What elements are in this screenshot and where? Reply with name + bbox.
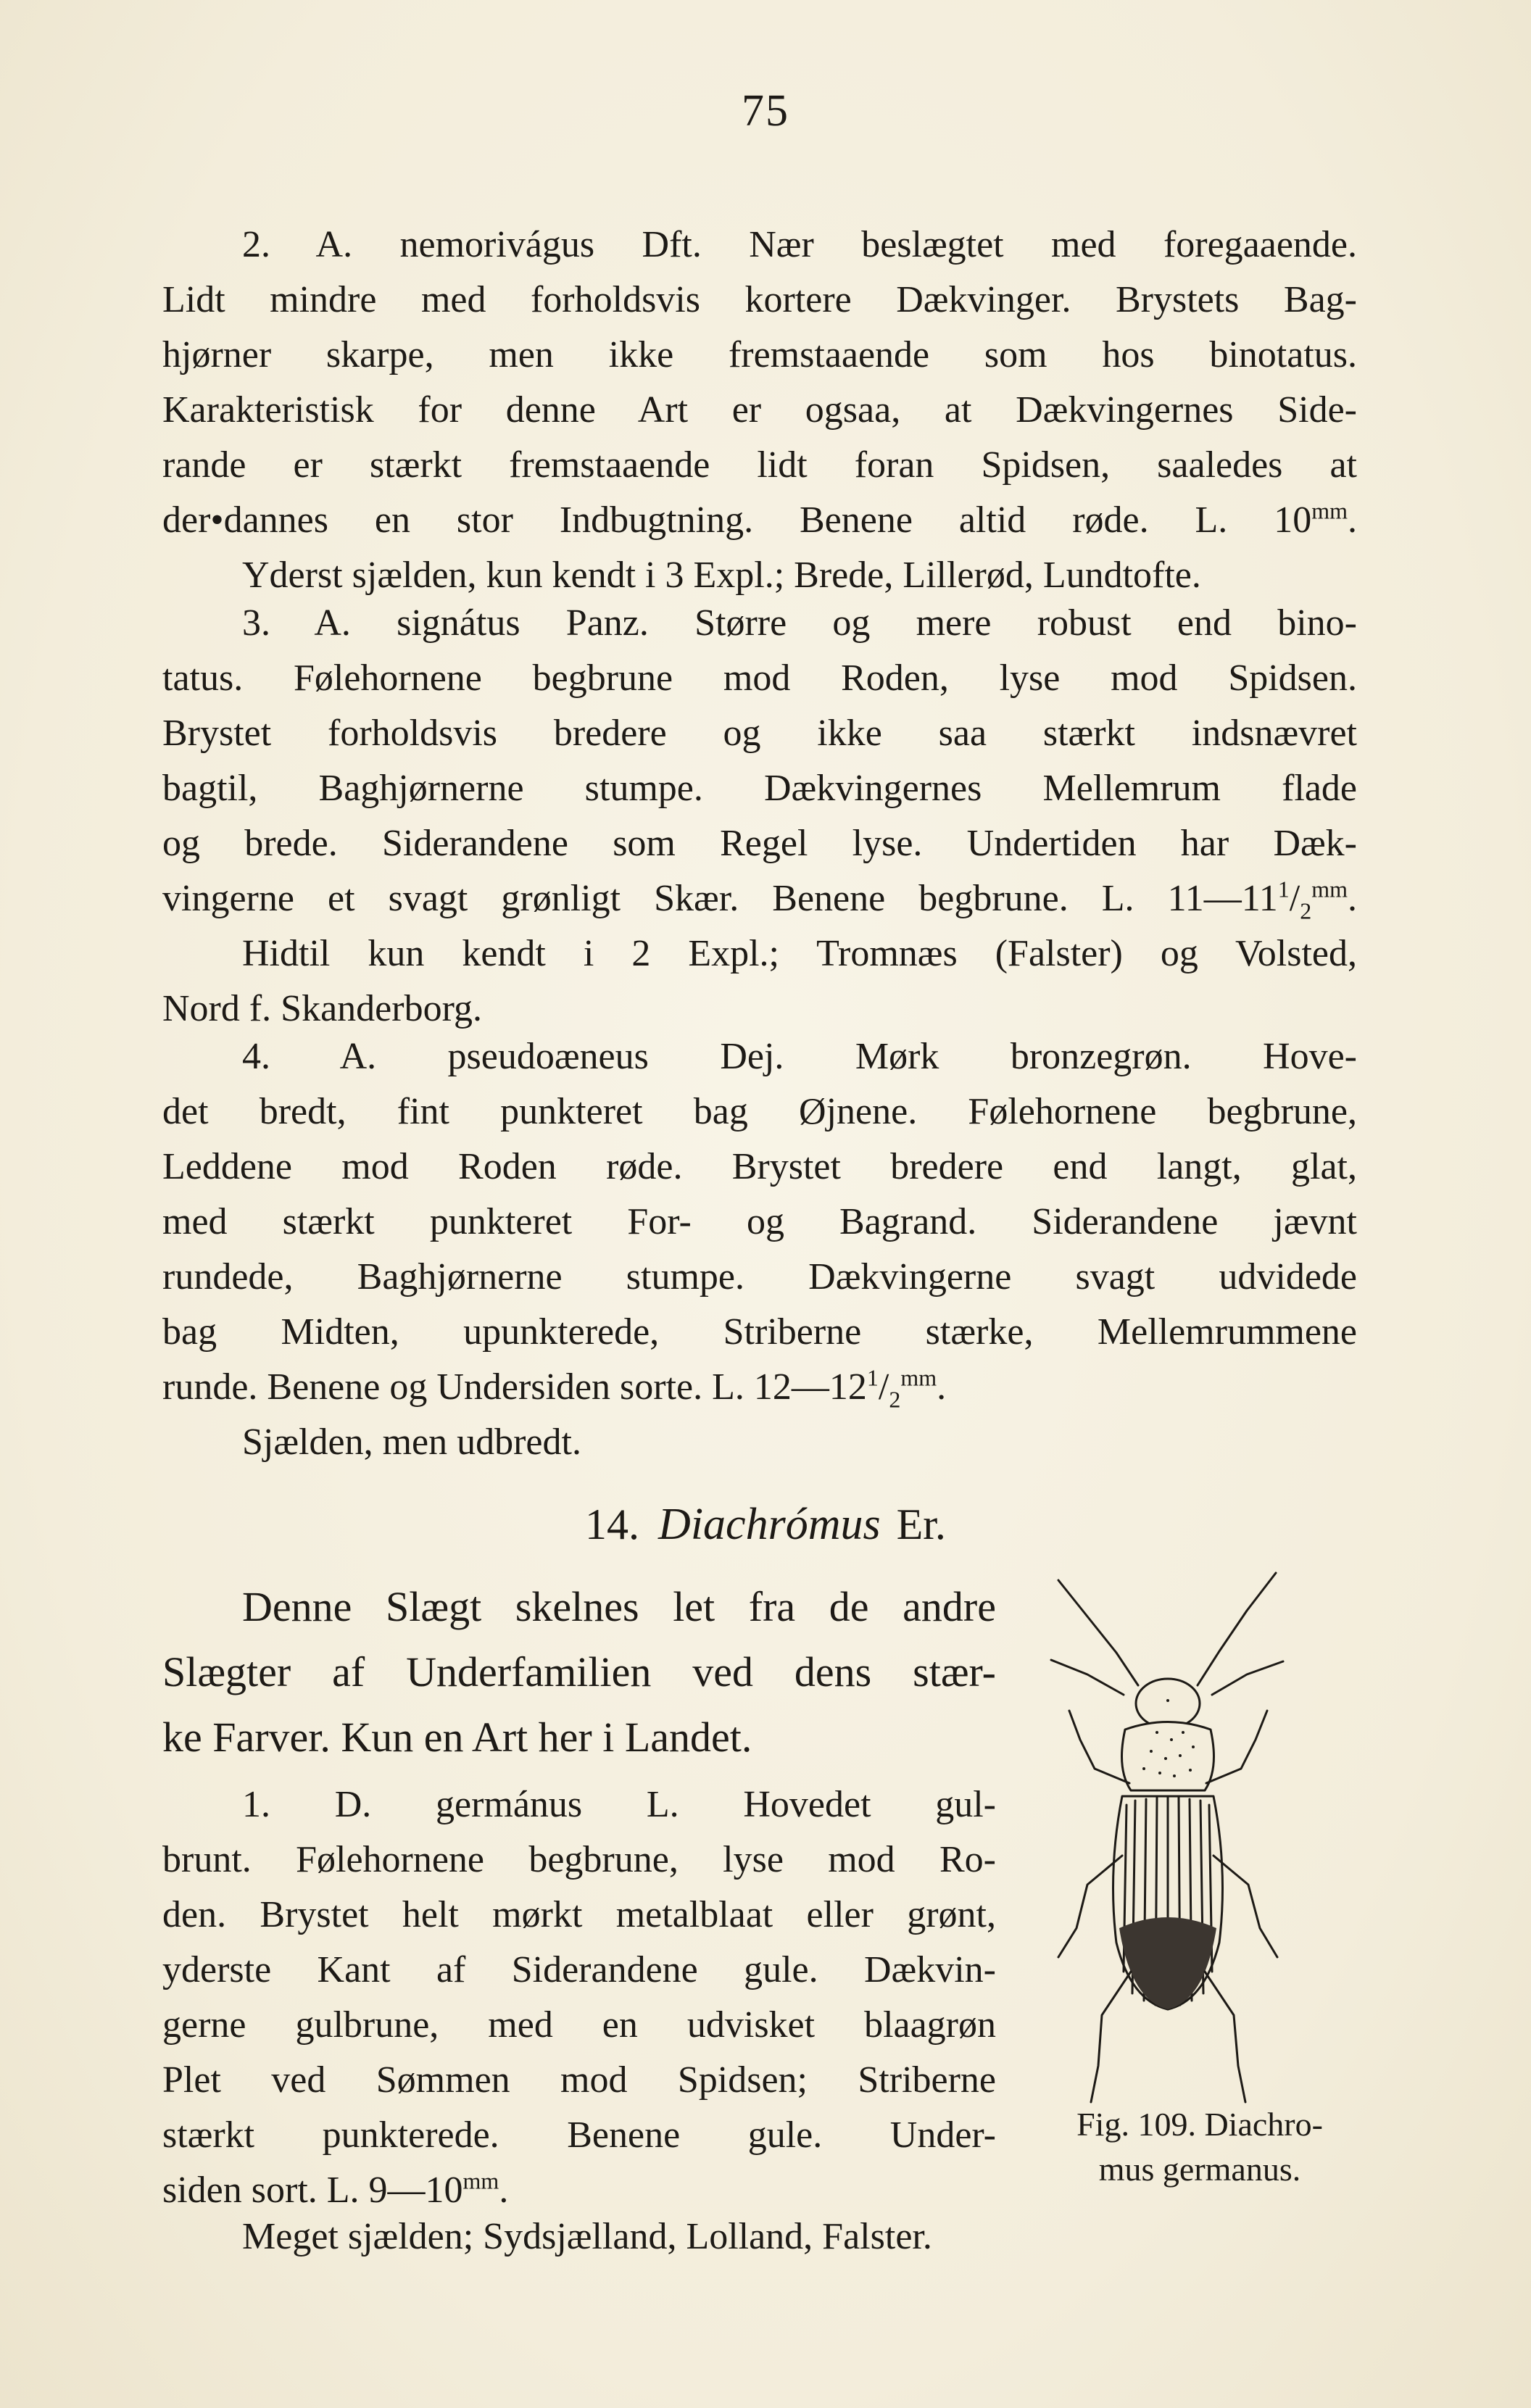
text-line: 2. A. nemorivágus Dft. Nær beslægtet med foregaaende. bbox=[242, 224, 1357, 265]
text-line: Karakteristisk for denne Art er ogsaa, at Dækvingernes Side- bbox=[162, 389, 1357, 431]
species-4-entry bbox=[162, 1029, 1357, 1470]
text-line: det bredt, fint punkteret bag Øjnene. Følehornene begbrune, bbox=[162, 1091, 1357, 1132]
text-line: hjørner skarpe, men ikke fremstaaende som hos binotatus. bbox=[162, 334, 1357, 375]
text-line: der•dannes en stor Indbugtning. Benene altid røde. L. $10^{mm}$. bbox=[162, 497, 1357, 541]
text-line: vingerne et svagt grønligt Skær. Benene begbrune. L. $11—11^1/_2^{mm}$. bbox=[162, 876, 1357, 924]
text-line: runde. Benene og Undersiden sorte. L. $12—12^1/_2^{mm}$. bbox=[162, 1364, 947, 1413]
final-line: Meget sjælden; Sydsjælland, Lolland, Falster. bbox=[242, 2216, 932, 2257]
text-line: Sjælden, men udbredt. bbox=[242, 1421, 581, 1463]
text-line: den. Brystet helt mørkt metalblaat eller grønt, bbox=[162, 1894, 996, 1935]
genus-name: Diachrómus bbox=[658, 1500, 881, 1549]
text-line: Leddene mod Roden røde. Brystet bredere end langt, glat, bbox=[162, 1146, 1357, 1187]
left-antenna bbox=[1058, 1580, 1138, 1685]
species-d1-entry bbox=[162, 1777, 996, 2218]
species-2-entry bbox=[162, 217, 1357, 603]
caption-line: Fig. 109. Diachro- bbox=[1076, 2106, 1323, 2143]
text-line: bag Midten, upunkterede, Striberne stærke, Mellemrummene bbox=[162, 1311, 1357, 1353]
genus-intro bbox=[162, 1574, 996, 1770]
beetle-illustration bbox=[1029, 1566, 1334, 2117]
text-line: stærkt punkterede. Benene gule. Under- bbox=[162, 2114, 996, 2156]
text-line: Slægter af Underfamilien ved dens stær- bbox=[162, 1648, 996, 1695]
text-line: 4. A. pseudoæneus Dej. Mørk bronzegrøn. Hove- bbox=[242, 1036, 1357, 1077]
text-line: 3. A. signátus Panz. Større og mere robust end bino- bbox=[242, 602, 1357, 644]
genus-author: Er. bbox=[896, 1500, 946, 1548]
beetle-pronotum bbox=[1122, 1722, 1214, 1791]
text-line: brunt. Følehornene begbrune, lyse mod Ro- bbox=[162, 1839, 996, 1880]
figure-caption bbox=[1029, 2102, 1370, 2192]
text-line: Yderst sjælden, kun kendt i 3 Expl.; Brede, Lillerød, Lundtofte. bbox=[242, 555, 1201, 596]
text-line: Hidtil kun kendt i 2 Expl.; Tromnæs (Falster) og Volsted, bbox=[242, 933, 1357, 974]
page-number: 75 bbox=[742, 86, 789, 136]
genus-number: 14. bbox=[585, 1500, 640, 1548]
text-line: Brystet forholdsvis bredere og ikke saa stærkt indsnævret bbox=[162, 713, 1357, 754]
genus-heading bbox=[0, 1499, 1531, 1550]
caption-line: mus germanus. bbox=[1098, 2151, 1301, 2188]
text-line: rundede, Baghjørnerne stumpe. Dækvingerne svagt udvidede bbox=[162, 1256, 1357, 1298]
text-line: 1. D. germánus L. Hovedet gul- bbox=[242, 1784, 996, 1825]
text-line: med stærkt punkteret For- og Bagrand. Siderandene jævnt bbox=[162, 1201, 1357, 1242]
text-line: gerne gulbrune, med en udvisket blaagrøn bbox=[162, 2004, 996, 2046]
beetle-head bbox=[1136, 1679, 1200, 1728]
text-line: bagtil, Baghjørnerne stumpe. Dækvingernes Mellemrum flade bbox=[162, 768, 1357, 809]
text-line: Lidt mindre med forholdsvis kortere Dækvinger. Brystets Bag- bbox=[162, 279, 1357, 320]
species-3-entry bbox=[162, 596, 1357, 1037]
text-line: og brede. Siderandene som Regel lyse. Undertiden har Dæk- bbox=[162, 823, 1357, 864]
text-line: yderste Kant af Siderandene gule. Dækvin- bbox=[162, 1949, 996, 1990]
text-line: rande er stærkt fremstaaende lidt foran Spidsen, saaledes at bbox=[162, 444, 1357, 486]
text-line: Plet ved Sømmen mod Spidsen; Striberne bbox=[162, 2059, 996, 2101]
text-line: siden sort. L. $9—10^{mm}$. bbox=[162, 2167, 509, 2211]
text-line: Nord f. Skanderborg. bbox=[162, 988, 482, 1029]
text-line: Denne Slægt skelnes let fra de andre bbox=[242, 1583, 996, 1630]
text-line: tatus. Følehornene begbrune mod Roden, lyse mod Spidsen. bbox=[162, 657, 1357, 699]
text-line: ke Farver. Kun en Art her i Landet. bbox=[162, 1714, 752, 1761]
